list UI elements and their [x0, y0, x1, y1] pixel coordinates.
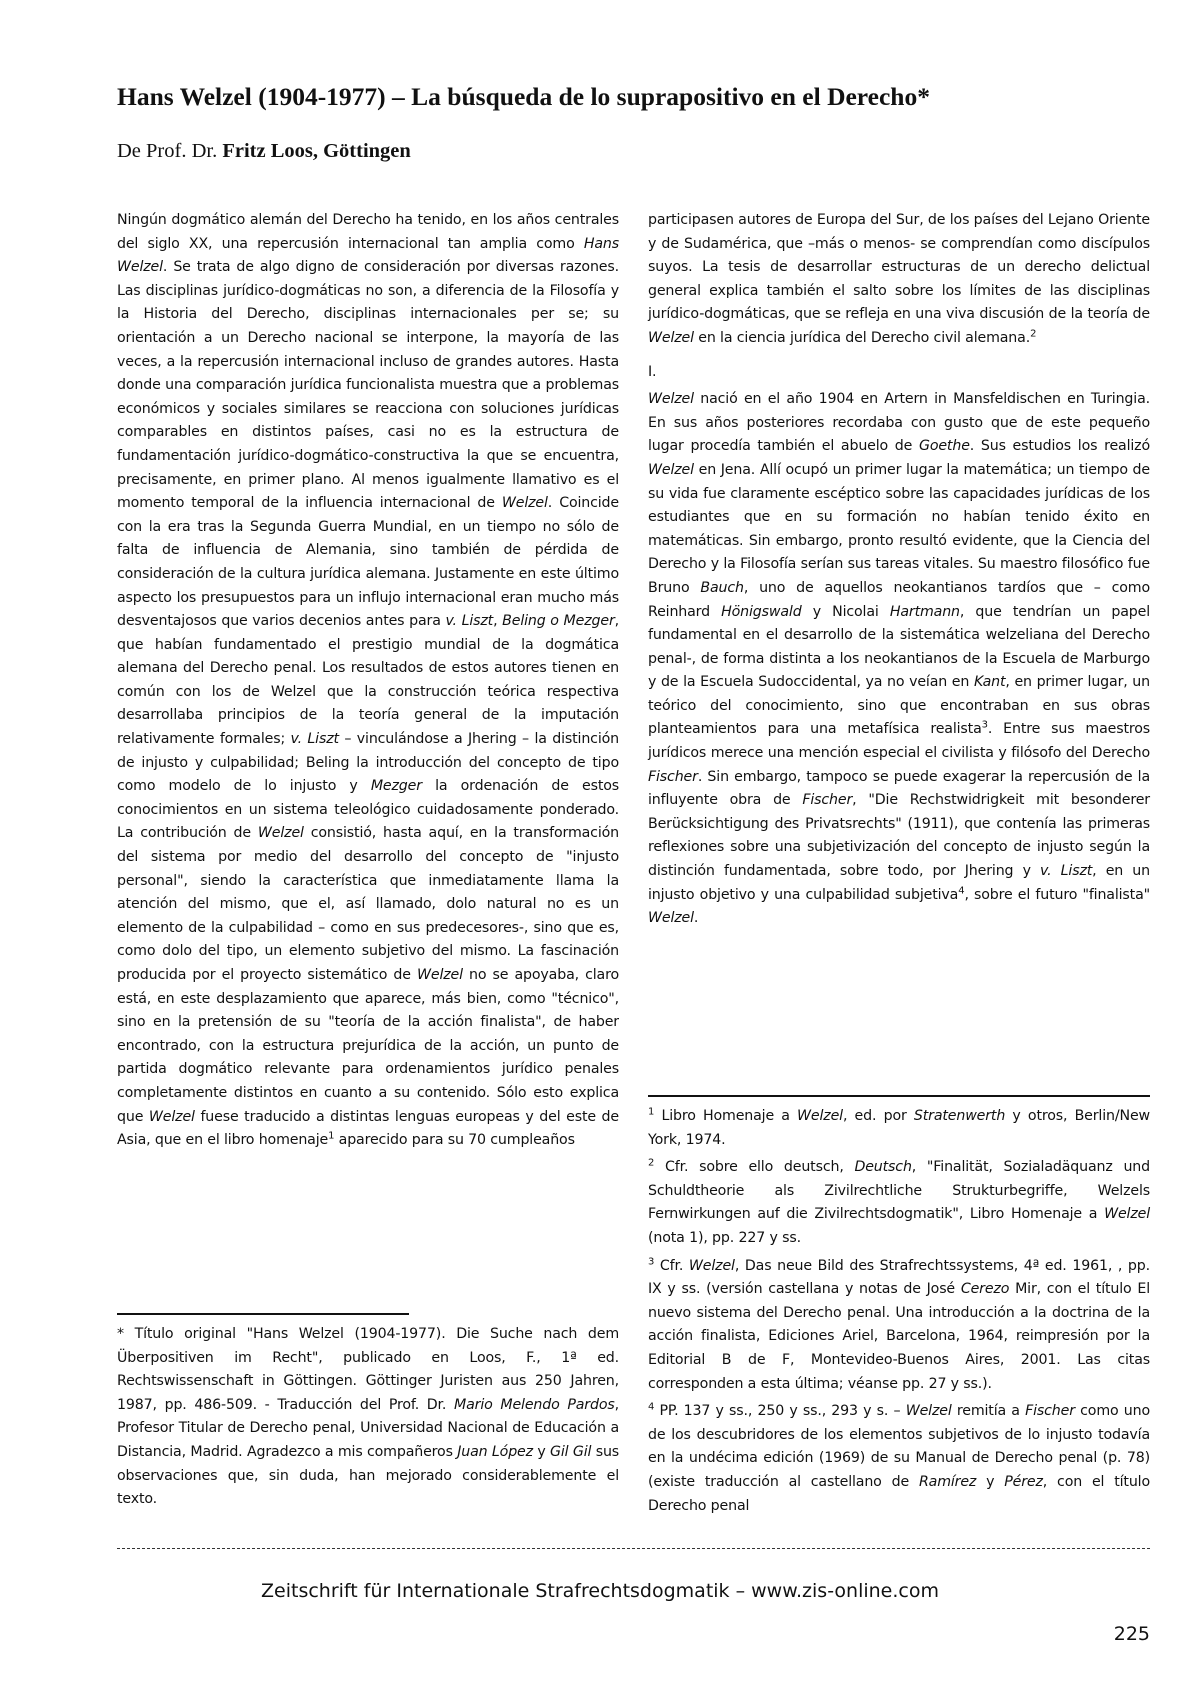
left-column [117, 209, 619, 1304]
body-paragraph: participasen autores de Europa del Sur, de los países del Lejano Oriente y de Sudamérica, que –más o menos- se comprendían como discípulos suyos. La tesis de desarrollar estructuras de un derecho delictual general explica también el salto sobre los límites de las disciplinas jurídico-dogmáticas, que se refleja en una viva discusión de la teoría de Welzel en la ciencia jurídica del Derecho civil alemana.$^2$ [648, 212, 1150, 346]
body-paragraph: Welzel nació en el año 1904 en Artern in Mansfeldischen en Turingia. En sus años posteriores recordaba con gusto que de este pequeño lugar procedía también el abuelo de Goethe. Sus estudios los realizó Welzel en Jena. Allí ocupó un primer lugar la matemática; un tiempo de su vida fue claramente escéptico sobre las capacidades jurídicas de los estudiantes que en su formación no habían tenido éxito en matemáticas. Sin embargo, pronto resultó evidente, que la Ciencia del Derecho y la Filosofía serían sus tareas vitales. Su maestro filosófico fue Bruno Bauch, uno de aquellos neokantianos tardíos que – como Reinhard Hönigswald y Nicolai Hartmann, que tendrían un papel fundamental en el desarrollo de la sistemática welzeliana del Derecho penal-, de forma distinta a los neokantianos de la Escuela de Marburgo y de la Escuela Sudoccidental, ya no veían en Kant, en primer lugar, un teórico del conocimiento, sino que encontraban en sus obras planteamientos para una metafísica realista$^3$. Entre sus maestros jurídicos merece una mención especial el civilista y filósofo del Derecho Fischer. Sin embargo, tampoco se puede exagerar la repercusión de la influyente obra de Fischer, "Die Rechstwidrigkeit mit besonderer Berücksichtigung des Privatsrechts" (1911), que contenía las primeras reflexiones sobre una subjetivización del concepto de injusto según la distinción fundamentada, sobre todo, por Jhering y v. Liszt, en un injusto objetivo y una culpabilidad subjetiva$^4$, sobre el futuro "finalista" Welzel. [648, 391, 1151, 927]
footnote: $^1$ Libro Homenaje a Welzel, ed. por Stratenwerth y otros, Berlin/New York, 1974. [648, 1106, 1150, 1148]
article-title: Hans Welzel (1904-1977) – La búsqueda de lo suprapositivo en el Derecho* [117, 82, 930, 111]
footnote-divider-left [117, 1313, 409, 1315]
footnotes-right [648, 1105, 1150, 1522]
footnote: $^4$ PP. 137 y ss., 250 y ss., 293 y s. – Welzel remitía a Fischer como uno de los descubridores de los elementos subjetivos de lo injusto todavía en la undécima edición (1969) de su Manual de Derecho penal (p. 78) (existe traducción al castellano de Ramírez y Pérez, con el título Derecho penal [648, 1401, 1150, 1514]
page-number: 225 [1113, 1623, 1150, 1645]
footnote-star: * Título original "Hans Welzel (1904-1977). Die Suche nach dem Überpositiven im Recht", publicado en Loos, F., 1ª ed. Rechtswissenschaft in Göttingen. Göttinger Juristen aus 250 Jahren, 1987, pp. 486-509. - Traducción del Prof. Dr. Mario Melendo Pardos, Profesor Titular de Derecho penal, Universidad Nacional de Educación a Distancia, Madrid. Agradezco a mis compañeros Juan López y Gil Gil sus observaciones que, sin duda, han mejorado considerablemente el texto. [117, 1326, 620, 1508]
section-heading: I. [648, 363, 657, 380]
byline-author: Fritz Loos, Göttingen [222, 140, 411, 162]
right-column [648, 209, 1150, 931]
footer-divider [117, 1548, 1150, 1549]
footnotes-left [117, 1323, 619, 1516]
byline [117, 137, 411, 165]
journal-footer: Zeitschrift für Internationale Strafrechtsdogmatik – www.zis-online.com [261, 1580, 939, 1602]
footnote-divider-right [648, 1095, 1150, 1097]
byline-prefix: De Prof. Dr. [117, 140, 223, 162]
footnote: $^3$ Cfr. Welzel, Das neue Bild des Strafrechtssystems, 4ª ed. 1961, , pp. IX y ss. (versión castellana y notas de José Cerezo Mir, con el título El nuevo sistema del Derecho penal. Una introducción a la doctrina de la acción finalista, Ediciones Ariel, Barcelona, 1964, reimpresión por la Editorial B de F, Montevideo-Buenos Aires, 2001. Las citas corresponden a esta última; véanse pp. 27 y ss.). [648, 1255, 1150, 1392]
footnote: $^2$ Cfr. sobre ello deutsch, Deutsch, "Finalität, Sozialadäquanz und Schuldtheorie als Zivilrechtliche Strukturbegriffe, Welzels Fernwirkungen auf die Zivilrechtsdogmatik", Libro Homenaje a Welzel (nota 1), pp. 227 y ss. [648, 1157, 1150, 1246]
body-paragraph: Ningún dogmático alemán del Derecho ha tenido, en los años centrales del siglo XX, una repercusión internacional tan amplia como Hans Welzel. Se trata de algo digno de consideración por diversas razones. Las disciplinas jurídico-dogmáticas no son, a diferencia de la Filosofía y la Historia del Derecho, disciplinas internacionales per se; su orientación a un Derecho nacional se interpone, la mayoría de las veces, a la repercusión internacional incluso de grandes autores. Hasta donde una comparación jurídica funcionalista muestra que a problemas económicos y sociales similares se reacciona con soluciones jurídicas comparables en distintos países, casi no es la estructura de fundamentación jurídico-dogmático-constructiva la que se encuentra, precisamente, en primer plano. Al menos igualmente llamativo es el momento temporal de la influencia internacional de Welzel. Coincide con la era tras la Segunda Guerra Mundial, en un tiempo no sólo de falta de influencia de Alemania, sino también de pérdida de consideración de la cultura jurídica alemana. Justamente en este último aspecto los presupuestos para un influjo internacional eran mucho más desventajosos que varios decenios antes para v. Liszt, Beling o Mezger, que habían fundamentado el prestigio mundial de la dogmática alemana del Derecho penal. Los resultados de estos autores tienen en común con los de Welzel que la construcción teórica respectiva desarrollaba principios de la teoría general de la imputación relativamente formales; v. Liszt – vinculándose a Jhering – la distinción de injusto y culpabilidad; Beling la introducción del concepto de tipo como modelo de lo injusto y Mezger la ordenación de estos conocimientos en un sistema teleológico cuidadosamente ponderado. La contribución de Welzel consistió, hasta aquí, en la transformación del sistema por medio del desarrollo del concepto de "injusto personal", siendo la característica que inmediatamente llama la atención del mismo, que el, así llamado, dolo natural no es un elemento de la culpabilidad – como en sus predecesores-, sino que es, como dolo del tipo, un elemento subjetivo del mismo. La fascinación producida por el proyecto sistemático de Welzel no se apoyaba, claro está, en este desplazamiento que aparece, más bien, como "técnico", sino en la pretensión de su "teoría de la acción finalista", de haber encontrado, con la estructura prejurídica de la acción, un punto de partida dogmático relevante para ordenamientos jurídico penales completamente distintos en cuanto a su contenido. Sólo esto explica que Welzel fuese traducido a distintas lenguas europeas y del este de Asia, que en el libro homenaje$^1$ aparecido para su 70 cumpleaños [117, 212, 619, 1149]
